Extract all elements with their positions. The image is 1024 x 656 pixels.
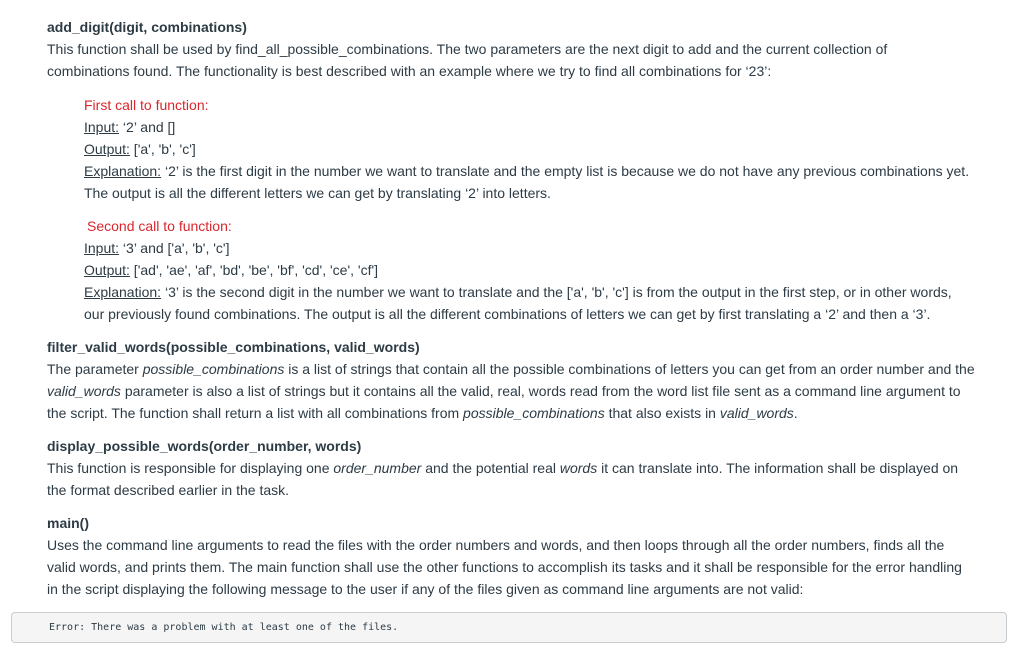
explanation-label: Explanation: (84, 284, 162, 300)
display-possible-words-section (47, 435, 1012, 501)
filter-line-3 (47, 402, 1012, 424)
main-section (47, 512, 1012, 600)
input-value: ‘3’ and ['a', 'b', 'c'] (119, 240, 230, 256)
explanation-text: ‘2’ is the first digit in the number we want to translate and the empty list is because we do not have any previous combinations yet. (161, 163, 970, 179)
input-label: Input: (84, 119, 120, 135)
output-value: ['a', 'b', 'c'] (129, 141, 196, 157)
param-name: possible_combinations (142, 361, 285, 377)
add-digit-line-2: combinations found. The functionality is best described with an example where we try to find all combinations for ‘23’: (47, 63, 772, 79)
first-call-input (84, 116, 1014, 138)
param-name: valid_words (719, 405, 794, 421)
text: that also exists in (604, 405, 720, 421)
output-label: Output: (84, 141, 130, 157)
param-name: possible_combinations (463, 405, 605, 421)
second-call-explanation-line-2: our previously found combinations. The output is all the different combinations of letters we can get by first translating a ‘2’ and then a ‘3’. (84, 306, 931, 322)
explanation-text: ‘3’ is the second digit in the number we want to translate and the ['a', 'b', 'c'] is from the output in the first step, or in other words, (161, 284, 952, 300)
first-call-explanation-line-2: The output is all the different letters we can get by translating ‘2’ into letters. (84, 185, 551, 201)
error-message-code: Error: There was a problem with at least one of the files. (49, 622, 399, 633)
display-line-1 (47, 457, 1012, 479)
second-call-input (84, 237, 1014, 259)
filter-line-1 (47, 358, 1012, 380)
main-heading: main() (47, 515, 89, 531)
output-label: Output: (84, 262, 130, 278)
second-call-output (84, 259, 1014, 281)
main-line-2: valid words, and prints them. The main function shall use the other functions to accomplish its tasks and it shall be responsible for the error handling (47, 559, 962, 575)
text: This function is responsible for displaying one (47, 460, 334, 476)
second-call-explanation (84, 281, 1014, 303)
filter-valid-words-section (47, 336, 1012, 424)
first-call-output (84, 138, 1014, 160)
text: and the potential real (421, 460, 560, 476)
add-digit-section (47, 16, 1012, 82)
text: parameter is also a list of strings but it contains all the valid, real, words read from the word list file sent as a command line argument to (120, 383, 961, 399)
filter-valid-words-heading: filter_valid_words(possible_combinations, valid_words) (47, 339, 420, 355)
param-name: valid_words (47, 383, 121, 399)
first-call-explanation (84, 160, 1014, 182)
param-name: words (559, 460, 598, 476)
second-call-title: Second call to function: (87, 218, 232, 234)
explanation-label: Explanation: (84, 163, 162, 179)
text: it can translate into. The information shall be displayed on (597, 460, 959, 476)
input-value: ‘2’ and [] (119, 119, 176, 135)
add-digit-heading: add_digit(digit, combinations) (47, 19, 247, 35)
first-call-title: First call to function: (84, 97, 209, 113)
main-line-1: Uses the command line arguments to read the files with the order numbers and words, and then loops through all the order numbers, finds all the (47, 537, 945, 553)
text: The parameter (47, 361, 143, 377)
text: . (793, 405, 798, 421)
output-value: ['ad', 'ae', 'af', 'bd', 'be', 'bf', 'cd', 'ce', 'cf'] (129, 262, 379, 278)
display-line-2: the format described earlier in the task. (47, 482, 290, 498)
filter-line-2 (47, 380, 1012, 402)
second-call-example (84, 215, 1014, 325)
error-code-block (11, 612, 1007, 643)
text: is a list of strings that contain all the possible combinations of letters you can get from an order number and the (284, 361, 975, 377)
display-possible-words-heading: display_possible_words(order_number, words) (47, 438, 362, 454)
text: the script. The function shall return a list with all combinations from (47, 405, 464, 421)
param-name: order_number (333, 460, 422, 476)
add-digit-line-1: This function shall be used by find_all_possible_combinations. The two parameters are the next digit to add and the current collection of (47, 41, 888, 57)
first-call-example (84, 94, 1014, 204)
input-label: Input: (84, 240, 120, 256)
main-line-3: in the script displaying the following message to the user if any of the files given as command line arguments are not valid: (47, 581, 804, 597)
